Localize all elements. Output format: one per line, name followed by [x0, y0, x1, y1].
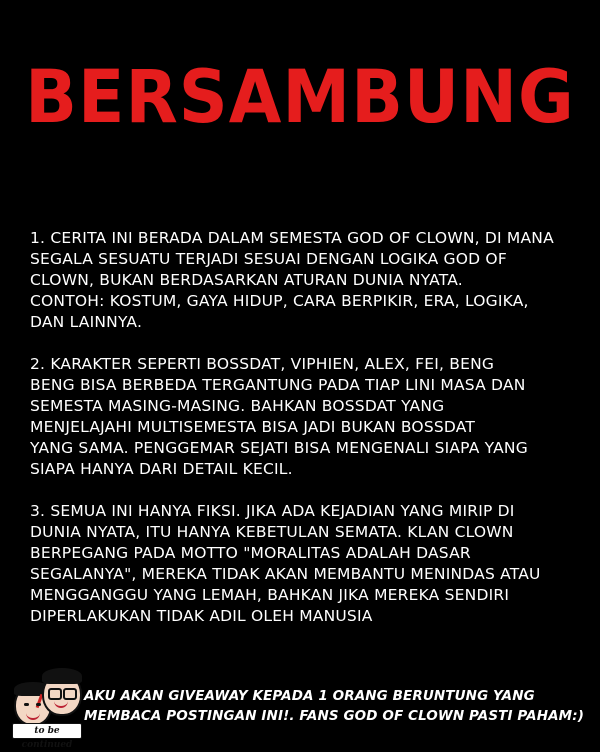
- paragraph-2: [30, 354, 575, 480]
- paragraph-line: SIAPA HANYA DARI DETAIL KECIL.: [30, 460, 293, 478]
- paragraph-line: YANG SAMA. PENGGEMAR SEJATI BISA MENGENALI SIAPA YANG: [30, 439, 528, 457]
- giveaway-text: [84, 686, 596, 726]
- promo-line: MEMBACA POSTINGAN INI!. FANS GOD OF CLOWN PASTI PAHAM:): [84, 708, 584, 724]
- paragraph-line: SEMESTA MASING-MASING. BAHKAN BOSSDAT YANG: [30, 397, 445, 415]
- page-title: BERSAMBUNG: [25, 54, 575, 141]
- promo-line: AKU AKAN GIVEAWAY KEPADA 1 ORANG BERUNTUNG YANG: [84, 688, 535, 704]
- paragraph-line: BERPEGANG PADA MOTTO "MORALITAS ADALAH DASAR: [30, 544, 471, 562]
- paragraph-line: 2. KARAKTER SEPERTI BOSSDAT, VIPHIEN, ALEX, FEI, BENG: [30, 355, 495, 373]
- paragraph-line: DUNIA NYATA, ITU HANYA KEBETULAN SEMATA. KLAN CLOWN: [30, 523, 514, 541]
- paragraph-line: CLOWN, BUKAN BERDASARKAN ATURAN DUNIA NYATA.: [30, 271, 463, 289]
- paragraph-line: SEGALA SESUATU TERJADI SESUAI DENGAN LOGIKA GOD OF: [30, 250, 507, 268]
- footer-banner: [0, 668, 600, 750]
- disclaimer-text: [30, 228, 575, 648]
- paragraph-line: 1. CERITA INI BERADA DALAM SEMESTA GOD OF CLOWN, DI MANA: [30, 229, 554, 247]
- paragraph-line: BENG BISA BERBEDA TERGANTUNG PADA TIAP LINI MASA DAN: [30, 376, 526, 394]
- paragraph-line: SEGALANYA", MEREKA TIDAK AKAN MEMBANTU MENINDAS ATAU: [30, 565, 541, 583]
- paragraph-1: [30, 228, 575, 333]
- paragraph-line: 3. SEMUA INI HANYA FIKSI. JIKA ADA KEJADIAN YANG MIRIP DI: [30, 502, 515, 520]
- avatar: [42, 672, 82, 716]
- paragraph-3: [30, 501, 575, 627]
- paragraph-line: DAN LAINNYA.: [30, 313, 143, 331]
- paragraph-line: MENJELAJAHI MULTISEMESTA BISA JADI BUKAN BOSSDAT: [30, 418, 476, 436]
- paragraph-line: CONTOH: KOSTUM, GAYA HIDUP, CARA BERPIKIR, ERA, LOGIKA,: [30, 292, 529, 310]
- paragraph-line: MENGGANGGU YANG LEMAH, BAHKAN JIKA MEREKA SENDIRI: [30, 586, 510, 604]
- paragraph-line: DIPERLAKUKAN TIDAK ADIL OLEH MANUSIA: [30, 607, 373, 625]
- to-be-continued-badge: to be continued: [12, 723, 82, 739]
